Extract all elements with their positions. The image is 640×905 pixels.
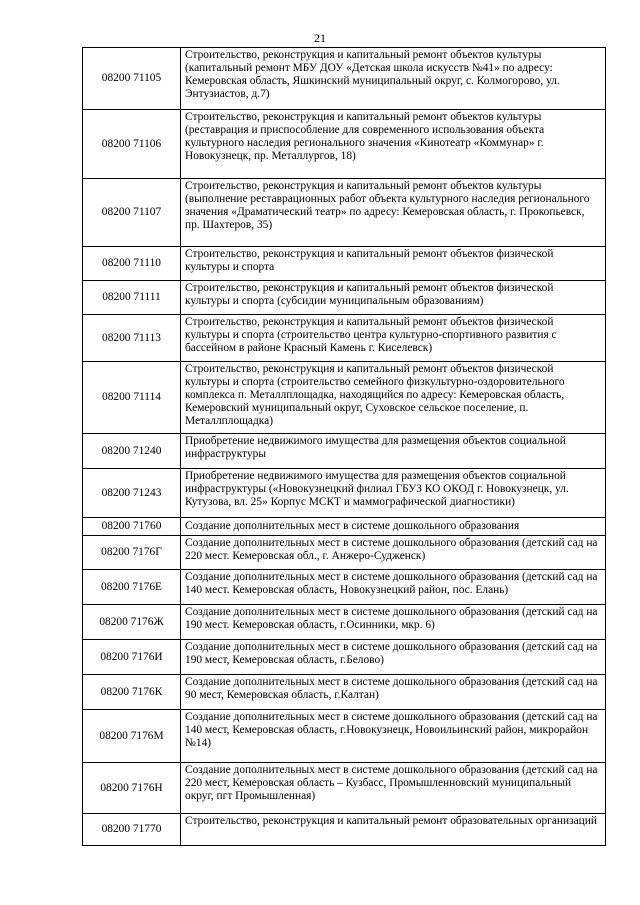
row-code: 08200 71111 [83, 281, 181, 315]
page-number: 21 [314, 31, 326, 45]
row-name: Создание дополнительных мест в системе дошкольного образования (детский сад на 140 мест, Кемеровская область, г.Новокузнецк, Новоильинский район, микрорайон №14) [181, 710, 606, 763]
table-row [83, 710, 606, 763]
table-row [83, 536, 606, 570]
table-row [83, 315, 606, 362]
row-name: Строительство, реконструкция и капитальный ремонт объектов физической культуры и спорта (строительство центра культурно-спортивного развития с бассейном в районе Красный Камень г. Киселевск) [181, 315, 606, 362]
row-name: Строительство, реконструкция и капитальный ремонт объектов культуры (реставрация и приспособление для современного использования объекта культурного наследия регионального значения «Кинотеатр «Коммунар» г. Новокузнецк, пр. Металлургов, 18) [181, 110, 606, 179]
row-code: 08200 71110 [83, 247, 181, 281]
table-row [83, 814, 606, 846]
row-code: 08200 7176М [83, 710, 181, 763]
table-row [83, 763, 606, 814]
row-code: 08200 7176Ж [83, 605, 181, 640]
row-code: 08200 7176И [83, 640, 181, 675]
table-row [83, 605, 606, 640]
row-name: Строительство, реконструкция и капитальный ремонт образовательных организаций [181, 814, 606, 846]
row-code: 08200 7176Н [83, 763, 181, 814]
row-code: 08200 71114 [83, 362, 181, 434]
row-name: Создание дополнительных мест в системе дошкольного образования [181, 518, 606, 536]
row-code: 08200 71106 [83, 110, 181, 179]
row-name: Создание дополнительных мест в системе дошкольного образования (детский сад на 220 мест. Кемеровская обл., г. Анжеро-Судженск) [181, 536, 606, 570]
row-name: Строительство, реконструкция и капитальный ремонт объектов культуры (капитальный ремонт МБУ ДОУ «Детская школа искусств №41» по адресу: Кемеровская область, Яшкинский муниципальный округ, с. Колмогорово, ул. Энтузиастов, д.7) [181, 48, 606, 110]
table-row [83, 570, 606, 605]
row-name: Приобретение недвижимого имущества для размещения объектов социальной инфраструктуры («Новокузнецкий филиал ГБУЗ КО ОКОД г. Новокузнецк, ул. Кутузова, вл. 25» Корпус МСКТ и маммографической диагностики) [181, 469, 606, 518]
row-code: 08200 71107 [83, 179, 181, 247]
table-row [83, 434, 606, 469]
table-row [83, 281, 606, 315]
table-row [83, 518, 606, 536]
table-row [83, 675, 606, 710]
row-name: Создание дополнительных мест в системе дошкольного образования (детский сад на 190 мест, Кемеровская область, г.Белово) [181, 640, 606, 675]
table-row [83, 469, 606, 518]
table-row [83, 640, 606, 675]
table-row [83, 110, 606, 179]
row-code: 08200 71760 [83, 518, 181, 536]
row-code: 08200 71113 [83, 315, 181, 362]
table-row [83, 179, 606, 247]
row-name: Создание дополнительных мест в системе дошкольного образования (детский сад на 140 мест. Кемеровская область, Новокузнецкий район, пос. Елань) [181, 570, 606, 605]
row-code: 08200 7176Г [83, 536, 181, 570]
row-code: 08200 7176К [83, 675, 181, 710]
row-code: 08200 71240 [83, 434, 181, 469]
budget-code-table [82, 47, 606, 846]
table-row [83, 362, 606, 434]
row-name: Создание дополнительных мест в системе дошкольного образования (детский сад на 90 мест, Кемеровская область, г.Калтан) [181, 675, 606, 710]
row-name: Создание дополнительных мест в системе дошкольного образования (детский сад на 220 мест, Кемеровская область – Кузбасс, Промышленновский муниципальный округ, пгт Промышленная) [181, 763, 606, 814]
table-row [83, 48, 606, 110]
row-code: 08200 7176Е [83, 570, 181, 605]
row-name: Создание дополнительных мест в системе дошкольного образования (детский сад на 190 мест. Кемеровская область, г.Осинники, мкр. 6) [181, 605, 606, 640]
row-name: Строительство, реконструкция и капитальный ремонт объектов физической культуры и спорта (субсидии муниципальным образованиям) [181, 281, 606, 315]
row-name: Строительство, реконструкция и капитальный ремонт объектов физической культуры и спорта [181, 247, 606, 281]
row-code: 08200 71770 [83, 814, 181, 846]
table-row [83, 247, 606, 281]
row-name: Строительство, реконструкция и капитальный ремонт объектов культуры (выполнение реставрационных работ объекта культурного наследия регионального значения «Драматический театр» по адресу: Кемеровская область, г. Прокопьевск, пр. Шахтеров, 35) [181, 179, 606, 247]
row-code: 08200 71105 [83, 48, 181, 110]
row-name: Приобретение недвижимого имущества для размещения объектов социальной инфраструктуры [181, 434, 606, 469]
row-name: Строительство, реконструкция и капитальный ремонт объектов физической культуры и спорта (строительство семейного физкультурно-оздоровительного комплекса п. Металлплощадка, находящийся по адресу: Кемеровская область, Кемеровский муниципальный округ, Суховское сельское поселение, п. Металлплощадка) [181, 362, 606, 434]
row-code: 08200 71243 [83, 469, 181, 518]
